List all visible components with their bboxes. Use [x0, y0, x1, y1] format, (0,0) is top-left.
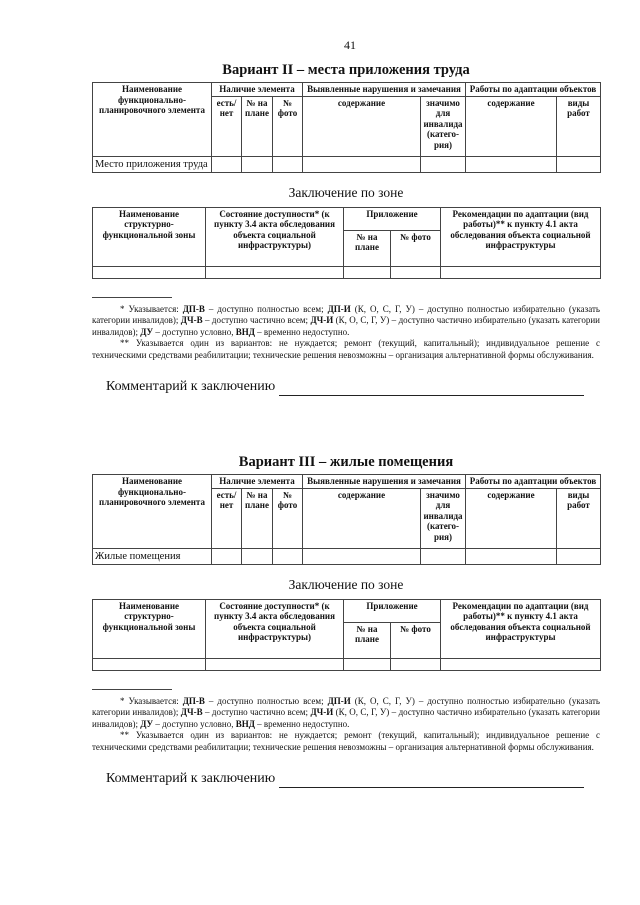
empty-cell	[441, 266, 601, 278]
footnote-segment: ВНД	[235, 326, 255, 337]
header-presence-yes: есть/ нет	[212, 488, 242, 548]
header-presence: Наличие элемента	[212, 475, 303, 489]
zone-header-recommendations: Рекомендации по адаптации (вид работы)** к пункту 4.1 акта обследования объекта социальной инфраструктуры	[441, 599, 601, 658]
empty-cell	[466, 548, 557, 564]
header-presence: Наличие элемента	[212, 83, 303, 97]
footnote-segment: * Указывается:	[120, 695, 183, 706]
header-violations: Выявленные нарушения и замечания	[303, 83, 466, 97]
header-name: Наименование функционально-планировочного элемента	[93, 83, 212, 157]
zone-table	[92, 207, 601, 279]
header-presence-yes: есть/ нет	[212, 96, 242, 156]
variant-section	[92, 454, 600, 788]
zone-title: Заключение по зоне	[288, 576, 404, 592]
empty-cell	[391, 266, 441, 278]
empty-cell	[421, 156, 466, 172]
footnote-segment: – доступно условно,	[153, 326, 236, 337]
empty-cell	[93, 658, 206, 670]
zone-header-plan: № на плане	[344, 622, 391, 658]
footnote-segment: ДП-В	[182, 303, 205, 314]
footnote-divider	[92, 689, 172, 690]
variant-title: Вариант III – жилые помещения	[238, 454, 454, 470]
comment-field[interactable]	[92, 379, 600, 396]
variant-title: Вариант II – места приложения труда	[222, 62, 470, 78]
empty-cell	[344, 266, 391, 278]
empty-cell	[206, 266, 344, 278]
zone-header-appendix: Приложение	[344, 207, 441, 230]
empty-cell	[557, 156, 601, 172]
zone-table	[92, 599, 601, 671]
comment-underline[interactable]	[279, 379, 584, 396]
empty-cell	[273, 156, 303, 172]
header-works-content: содержание	[466, 96, 557, 156]
header-violations: Выявленные нарушения и замечания	[303, 475, 466, 489]
comment-label: Комментарий к заключению	[106, 379, 276, 394]
header-violations-content: содержание	[303, 96, 421, 156]
footnote-segment: (К, О, С, Г, У) – доступно частично избирательно (указать категории инвалидов);	[92, 707, 600, 729]
footnote-segment: – доступно условно,	[153, 718, 236, 729]
footnote-segment: ВНД	[235, 718, 255, 729]
footnote-accessibility	[92, 304, 600, 339]
header-works-content: содержание	[466, 488, 557, 548]
footnote-segment: (К, О, С, Г, У) – доступно частично избирательно (указать категории инвалидов);	[92, 315, 600, 337]
zone-header-plan: № на плане	[344, 230, 391, 266]
empty-cell	[212, 548, 242, 564]
zone-header-recommendations: Рекомендации по адаптации (вид работы)** к пункту 4.1 акта обследования объекта социальной инфраструктуры	[441, 207, 601, 266]
footnote-segment: – доступно частично всем;	[202, 315, 311, 325]
comment-underline[interactable]	[279, 771, 584, 788]
zone-title: Заключение по зоне	[288, 184, 404, 200]
footnote-segment: ДЧ-И	[310, 315, 334, 325]
zone-header-state: Состояние доступности* (к пункту 3.4 акта обследования объекта социальной инфраструктуры)	[206, 599, 344, 658]
zone-header-photo: № фото	[391, 230, 441, 266]
footnote-segment: ДЧ-В	[180, 315, 203, 325]
row-label: Жилые помещения	[93, 548, 212, 564]
zone-header-name: Наименование структурно-функциональной зоны	[93, 207, 206, 266]
header-presence-plan: № на плане	[242, 488, 273, 548]
variant-section	[92, 62, 600, 396]
footnote-recommendations: ** Указывается один из вариантов: не нуждается; ремонт (текущий, капитальный); индивидуальное решение с техническими средствами реабилитации; технические решения невозможны – организация альтернативной формы обслуживания.	[92, 730, 600, 752]
header-works-types: виды работ	[557, 96, 601, 156]
footnote-segment: (К, О, С, Г, У) – доступно полностью избирательно (указать категории инвалидов);	[92, 695, 600, 717]
header-presence-photo: № фото	[273, 488, 303, 548]
empty-cell	[391, 658, 441, 670]
empty-cell	[273, 548, 303, 564]
footnote-segment: – временно недоступно.	[254, 326, 350, 337]
header-violations-significant: значимо для инвалида (катего-рия)	[421, 488, 466, 548]
empty-cell	[303, 156, 421, 172]
footnote-segment: (К, О, С, Г, У) – доступно полностью избирательно (указать категории инвалидов);	[92, 303, 600, 325]
footnote-segment: ДЧ-И	[310, 707, 334, 717]
footnote-segment: – доступно частично всем;	[202, 707, 311, 717]
footnote-segment: ДЧ-В	[180, 707, 203, 717]
zone-header-state: Состояние доступности* (к пункту 3.4 акта обследования объекта социальной инфраструктуры)	[206, 207, 344, 266]
elements-table	[92, 474, 601, 565]
header-presence-plan: № на плане	[242, 96, 273, 156]
header-violations-content: содержание	[303, 488, 421, 548]
header-name: Наименование функционально-планировочного элемента	[93, 475, 212, 549]
empty-cell	[212, 156, 242, 172]
empty-cell	[206, 658, 344, 670]
empty-cell	[303, 548, 421, 564]
footnote-accessibility	[92, 696, 600, 731]
page-number: 41	[344, 38, 356, 52]
footnote-recommendations: ** Указывается один из вариантов: не нуждается; ремонт (текущий, капитальный); индивидуальное решение с техническими средствами реабилитации; технические решения невозможны – организация альтернативной формы обслуживания.	[92, 338, 600, 360]
row-label: Место приложения труда	[93, 156, 212, 172]
empty-cell	[93, 266, 206, 278]
header-works: Работы по адаптации объектов	[466, 83, 601, 97]
footnote-segment: * Указывается:	[120, 303, 183, 314]
zone-header-name: Наименование структурно-функциональной зоны	[93, 599, 206, 658]
header-violations-significant: значимо для инвалида (катего-рия)	[421, 96, 466, 156]
empty-cell	[344, 658, 391, 670]
zone-header-appendix: Приложение	[344, 599, 441, 622]
footnote-segment: – временно недоступно.	[254, 718, 350, 729]
empty-cell	[242, 156, 273, 172]
empty-cell	[441, 658, 601, 670]
header-presence-photo: № фото	[273, 96, 303, 156]
footnote-divider	[92, 297, 172, 298]
empty-cell	[466, 156, 557, 172]
header-works-types: виды работ	[557, 488, 601, 548]
header-works: Работы по адаптации объектов	[466, 475, 601, 489]
footnote-segment: ДУ	[140, 326, 154, 337]
footnote-segment: ДП-В	[182, 695, 205, 706]
empty-cell	[242, 548, 273, 564]
elements-table	[92, 82, 601, 173]
comment-field[interactable]	[92, 771, 600, 788]
empty-cell	[557, 548, 601, 564]
zone-header-photo: № фото	[391, 622, 441, 658]
footnote-segment: ДП-И	[327, 695, 351, 706]
empty-cell	[421, 548, 466, 564]
footnote-segment: – доступно полностью всем;	[204, 695, 328, 706]
comment-label: Комментарий к заключению	[106, 771, 276, 786]
footnote-segment: ДУ	[140, 718, 154, 729]
footnote-segment: – доступно полностью всем;	[204, 303, 328, 314]
footnote-segment: ДП-И	[327, 303, 351, 314]
